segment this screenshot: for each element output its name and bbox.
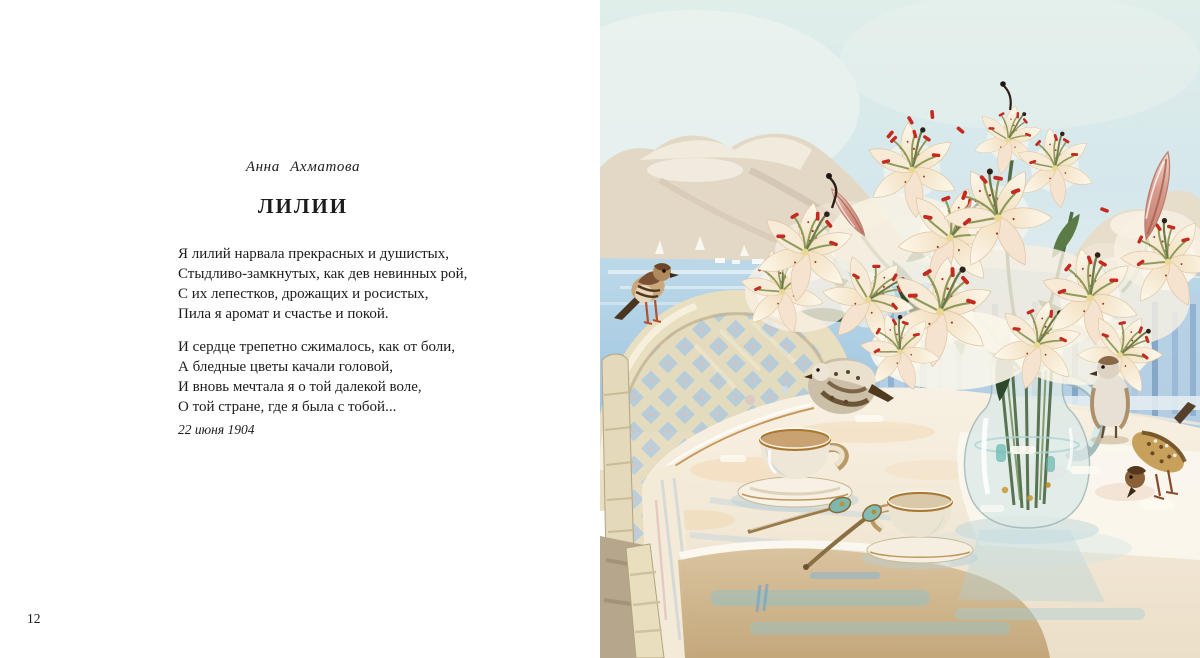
poem-title: ЛИЛИИ: [257, 194, 349, 218]
poem-line: И сердце трепетно сжималось, как от боли,: [178, 339, 456, 355]
poem-line: Я лилий нарвала прекрасных и душистых,: [178, 246, 449, 262]
poem-line: Стыдливо-замкнутых, как дев невинных рой,: [178, 266, 468, 282]
poem-line: Пила я аромат и счастье и покой.: [178, 306, 389, 322]
poem-stanza-1: [178, 244, 468, 324]
page-number: 12: [27, 611, 41, 626]
poem-date: 22 июня 1904: [178, 422, 255, 437]
poem-stanza-2: [178, 337, 456, 417]
poem-line: С их лепестков, дрожащих и росистых,: [178, 286, 429, 302]
poem-line: А бледные цветы качали головой,: [178, 359, 394, 375]
poem-author: Анна Ахматова: [245, 159, 361, 175]
poem-line: О той стране, где я была с тобой...: [178, 399, 397, 415]
poem-line: И вновь мечтала я о той далекой воле,: [178, 379, 422, 395]
poem-text-column: [178, 158, 468, 440]
painting-still-life-lilies: [600, 0, 1200, 658]
